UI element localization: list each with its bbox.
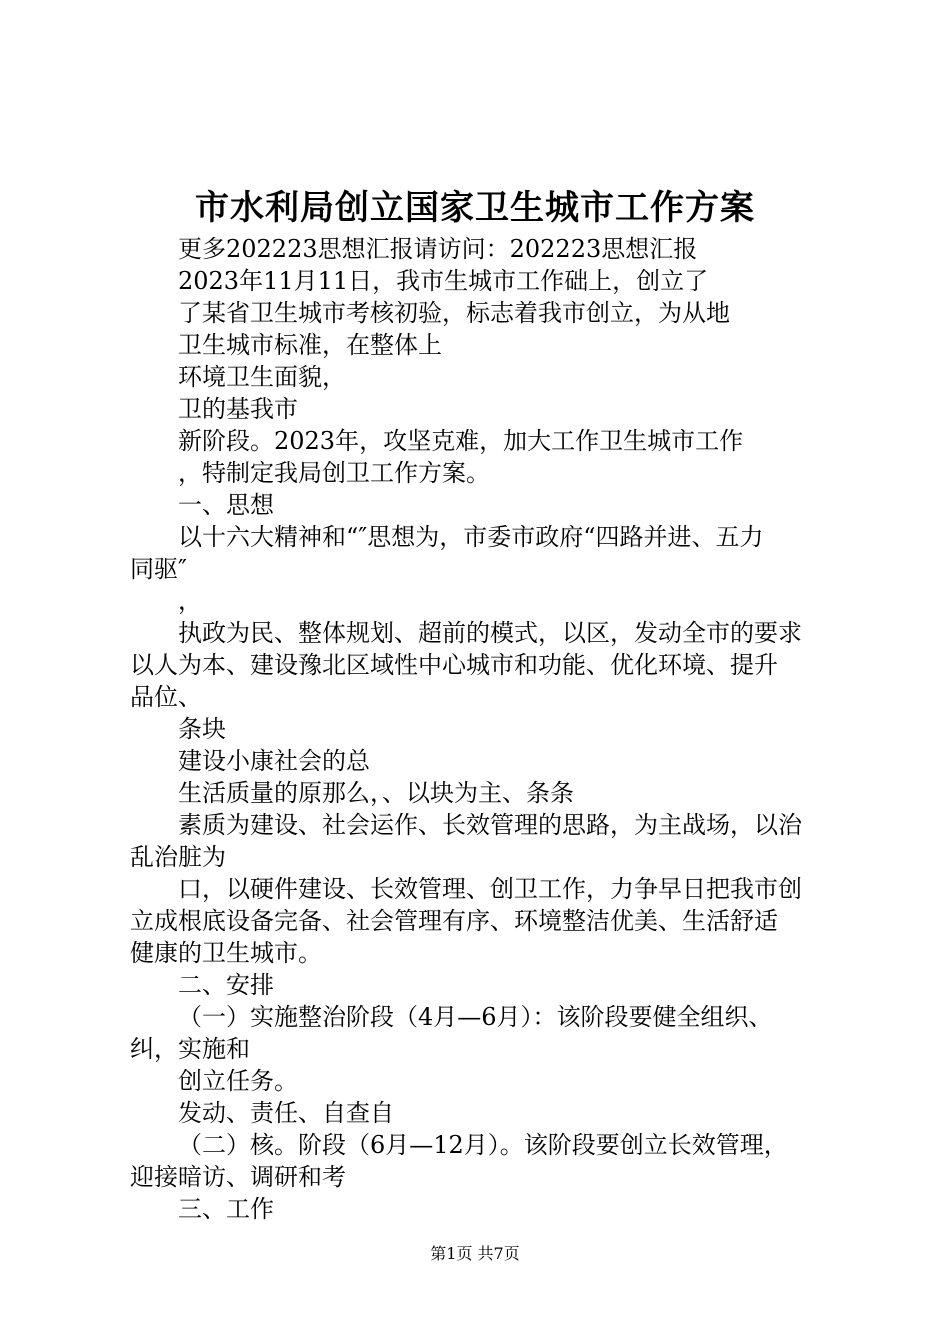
text-line: 卫生城市标准，在整体上 (178, 331, 442, 359)
text-line: 环境卫生面貌， (178, 363, 346, 391)
text-line: 健康的卫生城市。 (130, 939, 322, 967)
text-line: 以人为本、建设豫北区域性中心城市和功能、优化环境、提升 (130, 651, 778, 679)
document-body (130, 233, 840, 1225)
text-line: 生活质量的原那么，、以块为主、条条 (178, 779, 574, 807)
text-line: 更多202223思想汇报请访问：202223思想汇报 (178, 235, 698, 263)
page-footer: 第1页 共7页 (430, 1244, 520, 1263)
text-line: ，特制定我局创卫工作方案。 (178, 459, 490, 487)
text-line: 卫的基我市 (178, 395, 298, 423)
text-line: 二、安排 (178, 971, 274, 999)
text-line: 了某省卫生城市考核初验，标志着我市创立，为从地 (178, 299, 730, 327)
text-line: 口，以硬件建设、长效管理、创卫工作，力争早日把我市创 (178, 875, 802, 903)
text-line: 素质为建设、社会运作、长效管理的思路，为主战场，以治 (178, 811, 802, 839)
text-line: （一）实施整治阶段（4月—6月）：该阶段要健全组织、 (178, 1003, 773, 1031)
text-line: 新阶段。2023年，攻坚克难，加大工作卫生城市工作 (178, 427, 744, 455)
text-line: 2023年11月11日，我市生城市工作础上，创立了 (178, 267, 709, 295)
text-line: 同驱″ (130, 555, 187, 583)
text-line: 纠，实施和 (130, 1035, 250, 1063)
text-line: 以十六大精神和“″思想为，市委市政府“四路并进、五力 (178, 523, 764, 551)
text-line: 品位、 (130, 683, 202, 711)
text-line: （二）核。阶段（6月—12月）。该阶段要创立长效管理， (178, 1131, 788, 1159)
text-line: 建设小康社会的总 (178, 747, 370, 775)
text-line: 一、思想 (178, 491, 274, 519)
page-title: 市水利局创立国家卫生城市工作方案 (195, 188, 755, 228)
text-line: 乱治脏为 (130, 843, 226, 871)
text-line: ， (178, 587, 202, 615)
text-line: 条块 (178, 715, 226, 743)
text-line: 执政为民、整体规划、超前的模式，以区，发动全市的要求 (178, 619, 802, 647)
text-line: 发动、责任、自查自 (178, 1099, 394, 1127)
text-line: 创立任务。 (178, 1067, 298, 1095)
text-line: 三、工作 (178, 1195, 274, 1223)
text-line: 迎接暗访、调研和考 (130, 1163, 346, 1191)
text-line: 立成根底设备完备、社会管理有序、环境整洁优美、生活舒适 (130, 907, 778, 935)
